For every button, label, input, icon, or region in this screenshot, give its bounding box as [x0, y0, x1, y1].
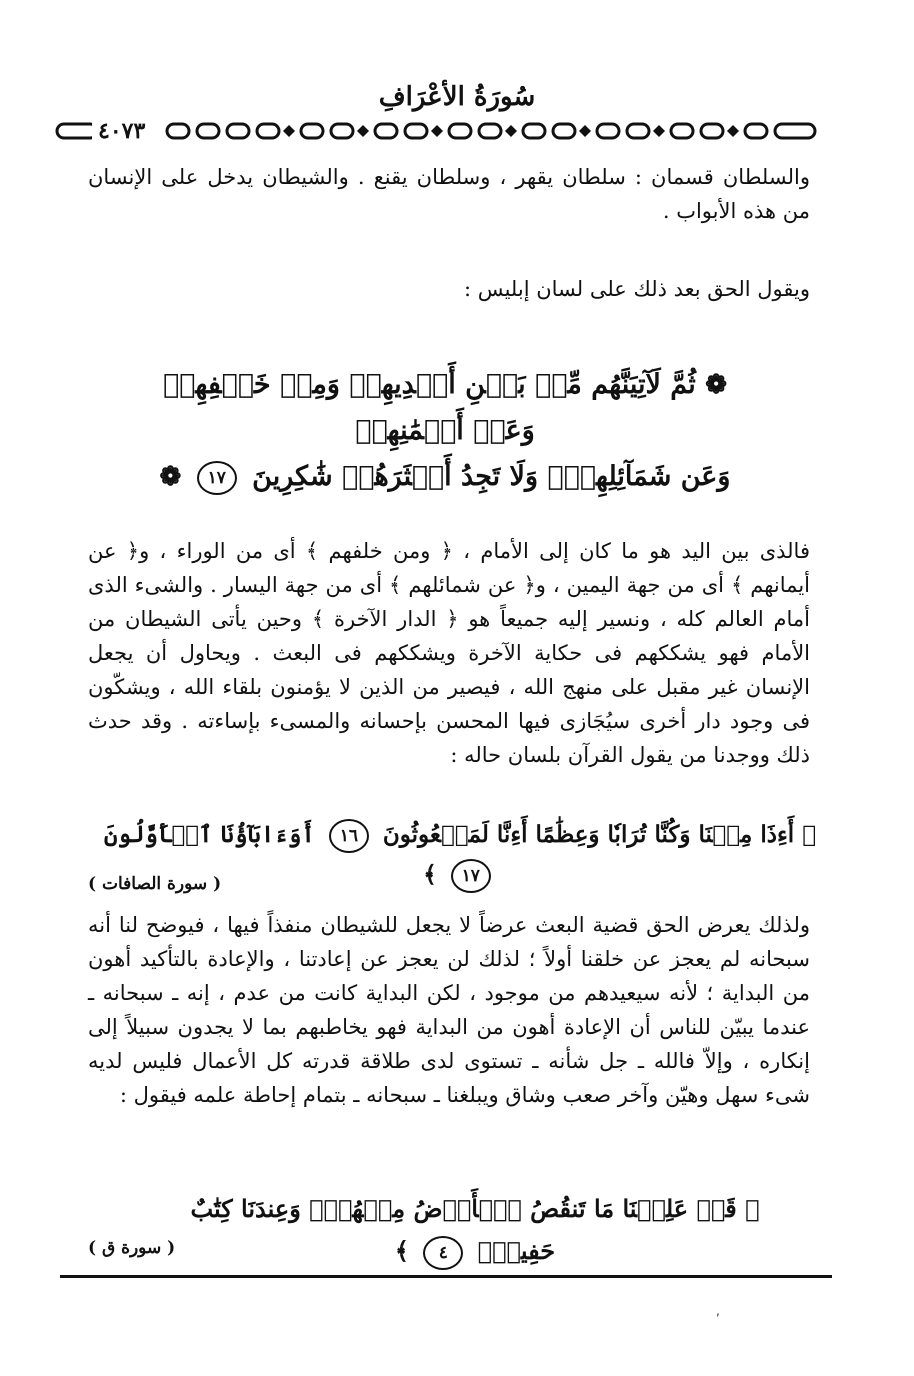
- verse-text: قَدۡ عَلِمۡنَا مَا تَنقُصُ ٱلۡأَرۡضُ مِنۡهُمۡۖ وَعِندَنَا كِتَٰبٌ حَفِيظُۢ: [190, 1194, 737, 1265]
- quran-verse-block-3: ﴿ قَدۡ عَلِمۡنَا مَا تَنقُصُ ٱلۡأَرۡضُ مِنۡهُمۡۖ وَعِندَنَا كِتَٰبٌ حَفِيظُۢ ٤ ﴾: [150, 1188, 800, 1272]
- verse-source-label: ( سورة ق ): [88, 1238, 176, 1258]
- verse-end-ornament-icon: ❁: [159, 462, 182, 492]
- print-speck: ,: [716, 1304, 720, 1318]
- verse-text: ثُمَّ لَآتِيَنَّهُم مِّنۢ بَيۡنِ أَيۡدِيهِمۡ وَمِنۡ خَلۡفِهِمۡ وَعَنۡ أَيۡمَٰنِهِمۡ: [162, 369, 696, 446]
- verse-start-ornament-icon: ❁: [705, 370, 727, 400]
- body-paragraph-2: ولذلك يعرض الحق قضية البعث عرضاً لا يجعل للشيطان منفذاً فيها ، فيوضح لنا أنه سبحانه لم يعجز عن خلقنا أولاً ؛ لذلك لن يعجز عن إعادتنا ، والإعادة بالتأكيد أهون من البداية ؛ لأنه سيعيدهم من موجود ، لكن البداية كانت من عدم ، إنه ـ سبحانه ـ عندما يبيّن للناس أن الإعادة أهون من البداية فهو يخاطبهم بما لا يجدون سبيلاً إلى إنكاره ، وإلاّ فالله ـ جل شأنه ـ تستوى لدى طلاقة قدرته كل الأعمال فليس لديه شىء سهل وهيّن وآخر صعب وشاق ويبلغنا ـ سبحانه ـ بتمام إحاطة علمه فيقول :: [88, 913, 810, 1107]
- verse-text: وَعَن شَمَآئِلِهِمۡۖ وَلَا تَجِدُ أَكۡثَرَهُمۡ شَٰكِرِينَ: [252, 461, 731, 492]
- verse-line-2: [150, 454, 740, 500]
- footer-rule: [60, 1275, 832, 1278]
- verse-text: أَءِذَا مِتۡنَا وَكُنَّا تُرَابٗا وَعِظَٰمًا أَءِنَّا لَمَبۡعُوثُونَ: [382, 821, 795, 848]
- quran-verse-block-2: ﴿ أَءِذَا مِتۡنَا وَكُنَّا تُرَابٗا وَعِظَٰمًا أَءِنَّا لَمَبۡعُوثُونَ ١٦ أَوَءَابَآؤُنَا ٱلۡأَوَّلُونَ ١٧ ﴾: [100, 815, 820, 895]
- intro-paragraph: والسلطان قسمان : سلطان يقهر ، وسلطان يقنع . والشيطان يدخل على الإنسان من هذه الأبواب .: [88, 165, 810, 223]
- verse-source-label: ( سورة الصافات ): [88, 874, 222, 894]
- ornamental-header-rule: [55, 120, 820, 142]
- ayah-number-badge: ٤: [423, 1236, 463, 1270]
- surah-title: سُورَةُ الأعْرَافِ: [378, 82, 536, 112]
- quran-verse-block-1: [150, 362, 740, 500]
- verse-line-1: [150, 362, 740, 454]
- ayah-number-badge: ١٦: [329, 819, 369, 853]
- verse-text: أَوَءَابَآؤُنَا ٱلۡأَوَّلُونَ: [104, 821, 315, 848]
- ayah-number-badge: ١٧: [451, 859, 491, 893]
- ayah-number-badge: ١٧: [197, 461, 237, 495]
- body-paragraph-1: فالذى بين اليد هو ما كان إلى الأمام ، ﴿ ومن خلفهم ﴾ أى من الوراء ، و﴿ عن أيمانهم ﴾ أى من جهة اليمين ، و﴿ عن شمائلهم ﴾ أى من جهة اليسار . والشىء الذى أمام العالم كله ، ونسير إليه جميعاً هو ﴿ الدار الآخرة ﴾ وحين يأتى الشيطان من الأمام فهو يشككهم فى حكاية الآخرة ويشككهم فى البعث . ويحاول أن يجعل الإنسان غير مقبل على منهج الله ، فيصير من الذين لا يؤمنون بلقاء الله ، ويشكّون فى وجود دار أخرى سيُجَازى فيها المحسن بإحسانه والمسىء بإساءته . وقد حدث ذلك ووجدنا من يقول القرآن بلسان حاله :: [88, 539, 810, 767]
- page-number: ٤٠٧٣: [92, 118, 151, 144]
- intro-paragraph-2: ويقول الحق بعد ذلك على لسان إبليس :: [464, 277, 810, 301]
